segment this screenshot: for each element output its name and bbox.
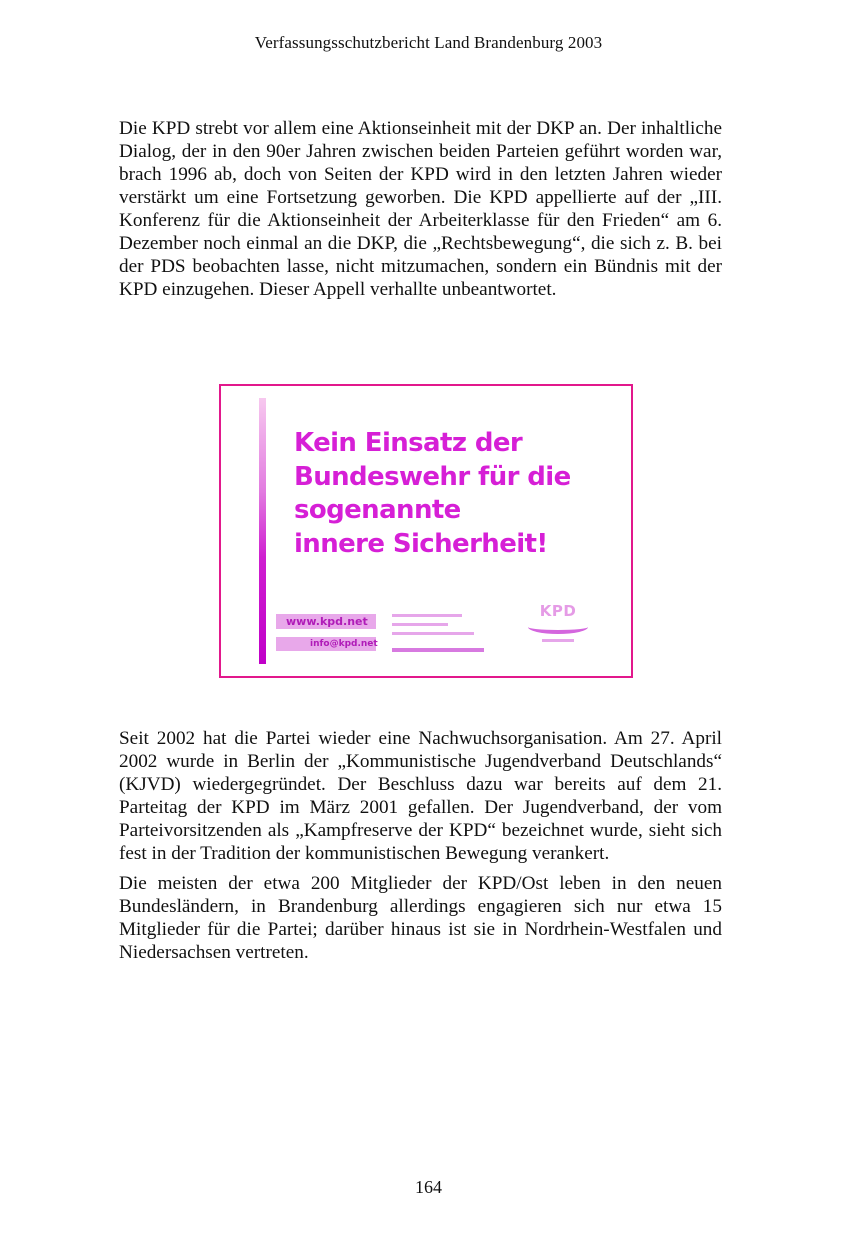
kpd-flyer-image — [219, 384, 633, 678]
flyer-headline-line: Bundeswehr für die — [294, 461, 571, 492]
running-head: Verfassungsschutzbericht Land Brandenburg 2003 — [254, 33, 603, 52]
flyer-address-line — [392, 623, 448, 626]
flyer-address-block — [392, 614, 482, 641]
flyer-footer — [266, 602, 626, 660]
flyer-website: www.kpd.net — [276, 614, 376, 629]
paragraph: Seit 2002 hat die Partei wieder eine Nachwuchsorganisation. Am 27. April 2002 wurde in Berlin der „Kommunistische Jugendverband Deutschlands“ (KJVD) wiedergegründet. Der Beschluss dazu war bereits auf dem 21. Parteitag der KPD im März 2001 gefallen. Der Jugendverband, der vom Parteivorsitzenden als „Kampfreserve der KPD“ bezeichnet wurde, sieht sich fest in der Tradition der kommunistischen Bewegung verankert. — [119, 728, 722, 864]
flyer-headline-line: sogenannte — [294, 495, 461, 525]
flyer-headline — [294, 427, 614, 561]
flyer-email: info@kpd.net — [276, 637, 376, 651]
flyer-color-bar — [259, 398, 266, 664]
flyer-address-line — [392, 632, 474, 635]
paragraph: Die KPD strebt vor allem eine Aktionseinheit mit der DKP an. Der inhaltliche Dialog, der in den 90er Jahren zwischen beiden Parteien geführt worden war, brach 1996 ab, doch von Seiten der KPD wird in den letzten Jahren wieder verstärkt um eine Fortsetzung geworben. Die KPD appellierte auf der „III. Konferenz für die Aktionseinheit der Arbeiterklasse für den Frieden“ am 6. Dezember noch einmal an die DKP, die „Rechtsbewegung“, die sich z. B. bei der PDS beobachten lasse, nicht mitzumachen, sondern ein Bündnis mit der KPD einzugehen. Dieser Appell verhallte unbeantwortet. — [119, 118, 722, 300]
flyer-headline-line: Kein Einsatz der — [294, 428, 523, 458]
page-number: 164 — [415, 1177, 442, 1197]
section-kjvd — [119, 727, 722, 971]
kpd-logo-text: KPD — [539, 602, 577, 620]
kpd-logo-subline — [542, 639, 574, 642]
paragraph: Die meisten der etwa 200 Mitglieder der KPD/Ost leben in den neuen Bundesländern, in Brandenburg allerdings engagieren sich nur etwa 15 Mitglieder für die Partei; darüber hinaus ist sie in Nordrhein-Westfalen und Niedersachsen vertreten. — [119, 873, 722, 963]
flyer-address-line — [392, 614, 462, 617]
kpd-logo — [528, 602, 588, 648]
flyer-headline-line: innere Sicherheit! — [294, 528, 548, 559]
kpd-logo-swoosh — [528, 620, 588, 634]
section-kpd-dkp — [119, 117, 722, 308]
flyer-address-rule — [392, 648, 484, 652]
